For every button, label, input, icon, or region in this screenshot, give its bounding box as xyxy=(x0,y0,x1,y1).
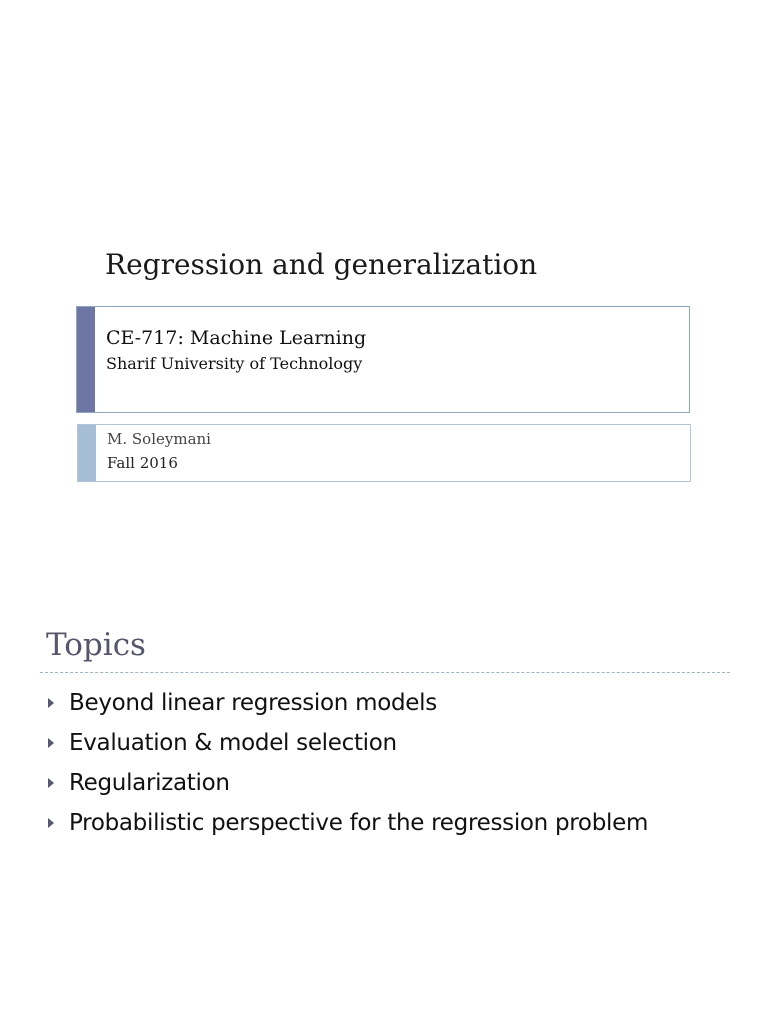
triangle-bullet-icon xyxy=(48,778,54,788)
triangle-bullet-icon xyxy=(48,698,54,708)
topic-text: Evaluation & model selection xyxy=(69,730,397,756)
topic-item xyxy=(44,723,648,763)
topic-text: Regularization xyxy=(69,770,230,796)
topic-item xyxy=(44,803,648,843)
triangle-bullet-icon xyxy=(48,818,54,828)
author-name: M. Soleymani xyxy=(107,430,211,448)
topic-item xyxy=(44,683,648,723)
course-accent-bar xyxy=(77,307,95,412)
topic-item xyxy=(44,763,648,803)
semester: Fall 2016 xyxy=(107,454,178,472)
topic-text: Beyond linear regression models xyxy=(69,690,437,716)
triangle-bullet-icon xyxy=(48,738,54,748)
slide-title: Regression and generalization xyxy=(105,248,538,281)
topic-list xyxy=(44,683,648,843)
heading-divider xyxy=(40,672,730,673)
course-info-box xyxy=(76,306,690,413)
author-info-box xyxy=(77,424,691,482)
university-name: Sharif University of Technology xyxy=(106,354,363,373)
course-code: CE-717: Machine Learning xyxy=(106,327,367,349)
topics-heading: Topics xyxy=(46,627,146,663)
author-accent-bar xyxy=(78,425,96,481)
topic-text: Probabilistic perspective for the regression problem xyxy=(69,810,649,836)
